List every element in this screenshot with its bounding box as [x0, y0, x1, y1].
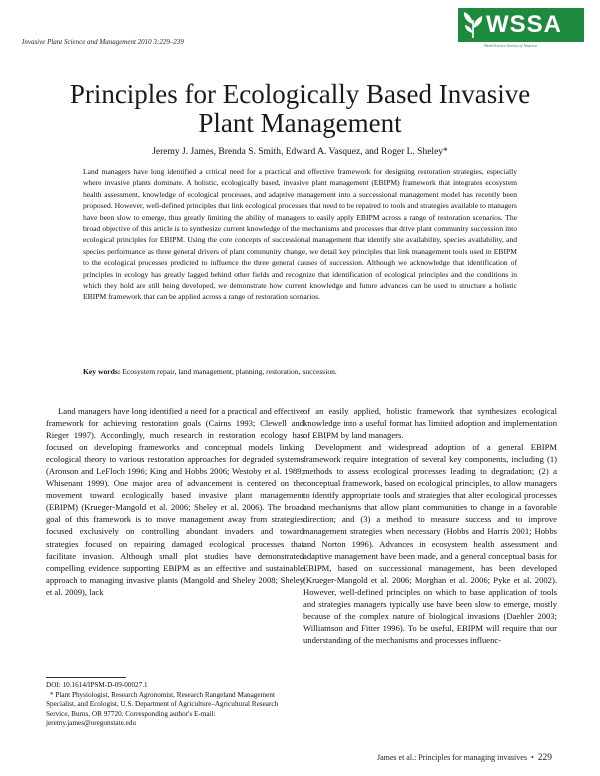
running-footer: James et al.: Principles for managing invasives: [376, 753, 527, 762]
page-footer: [377, 753, 552, 763]
footer-separator: •: [530, 753, 534, 762]
plant-icon: [460, 10, 486, 40]
doi: DOI: 10.1614/IPSM-D-09-00027.1: [46, 681, 148, 689]
title-line-2: Plant Management: [198, 108, 402, 138]
abstract: Land managers have long identified a critical need for a practical and effective framework for designing restoration strategies, especially where invasive plants dominate. A holistic, ecologically based, invasive plant management (EBIPM) framework that integrates ecosystem health assessment, knowledge of ecological processes, and adaptive management into a successional management model has recently been proposed. However, well-defined principles that link ecological processes that need to be repaired to tools and strategies available to managers have been slow to emerge, thus greatly limiting the ability of managers to easily apply EBIPM across a range of restoration scenarios. The broad objective of this article is to synthesize current knowledge of the mechanisms and processes that drive plant community succession into ecological principles for EBIPM. Using the core concepts of successional management that identify site availability, species availability, and species performance as three general drivers of plant community change, we detail key principles that link management tools used in EBIPM to the ecological processes predicted to influence the three general causes of succession. Although we acknowledge that identification of principles in ecology has greatly lagged behind other fields and recognize that identification of ecological principles and the conditions in which they hold are still being developed, we demonstrate how current knowledge and future advances can be used to structure a holistic EBIPM framework that can be applied across a range of restoration scenarios.: [83, 167, 517, 302]
title-line-1: Principles for Ecologically Based Invasive: [69, 79, 531, 109]
keywords-text: Ecosystem repair, land management, planning, restoration, succession.: [122, 367, 337, 376]
journal-reference: Invasive Plant Science and Management 2010 3:229–239: [22, 38, 184, 46]
keywords-label: Key words:: [83, 367, 121, 376]
body-paragraph: of an easily applied, holistic framework that synthesizes ecological knowledge into a useful format has limited adoption and implementation of EBIPM by land managers.: [303, 406, 557, 441]
article-title: [40, 80, 560, 138]
footnote-divider: [46, 677, 126, 678]
logo-background: [458, 8, 584, 42]
wssa-logo: [458, 8, 584, 52]
keywords: [83, 366, 517, 377]
body-paragraph: Land managers have long identified a need for a practical and effective framework for achieving restoration goals (Cairns 1993; Clewell and Rieger 1997). Accordingly, much research in restoration ecology has focused on developing frameworks and conceptual models linking ecological theory to various restoration approaches for degraded systems (Aronson and LeFloch 1996; King and Hobbs 2006; Westoby et al. 1989; Whisenant 1999). One major area of advancement is centered on the movement toward ecologically based invasive plant management (EBIPM) (Krueger-Mangold et al. 2006; Sheley et al. 2006). The broad goal of this framework is to move management away from strategies focused exclusively on controlling abundant invaders and toward strategies focused on repairing damaged ecological processes that facilitate invasion. Although small plot studies have demonstrated compelling evidence supporting EBIPM as an effective and sustainable approach to managing invasive plants (Mangold and Sheley 2008; Sheley et al. 2009), lack: [46, 406, 304, 597]
footnotes: [46, 681, 298, 729]
body-column-left: [46, 405, 304, 598]
body-paragraph: Development and widespread adoption of a general EBIPM framework require integration of several key components, including (1) methods to assess ecological processes leading to degradation; (2) a conceptual framework, based on ecological principles, to allow managers to identify appropriate tools and strategies that alter ecological processes and mechanisms that allow plant communities to change in a favorable direction; and (3) a method to measure success and to improve management strategies when necessary (Hobbs and Harris 2001; Hobbs and Norton 1996). Advances in ecosystem health assessment and adaptive management have been made, and a general conceptual basis for EBIPM, based on successional management, has been developed (Krueger-Mangold et al. 2006; Morghan et al. 2006; Pyke et al. 2002). However, well-defined principles on which to base application of tools and strategies managers typically use have been slow to emerge, mostly because of the complex nature of biological invasions (Daehler 2003; Williamson and Fitter 1996). To be useful, EBIPM will require that our understanding of the mechanisms and processes influenc-: [303, 442, 557, 645]
page-number: 229: [537, 753, 552, 763]
author-list: Jeremy J. James, Brenda S. Smith, Edward A. Vasquez, and Roger L. Sheley*: [152, 147, 448, 157]
logo-text: WSSA: [486, 11, 562, 38]
body-column-right: [303, 405, 557, 646]
logo-tagline: Weed Science Society of America: [484, 43, 537, 48]
author-affiliation: * Plant Physiologist, Research Agronomist, Research Rangeland Management Specialist, and Ecologist, U.S. Department of Agriculture–Agricultural Research Service, Burns, OR 97720. Corresponding author's E-mail: jeremy.james@oregonstate.edu: [46, 690, 279, 728]
